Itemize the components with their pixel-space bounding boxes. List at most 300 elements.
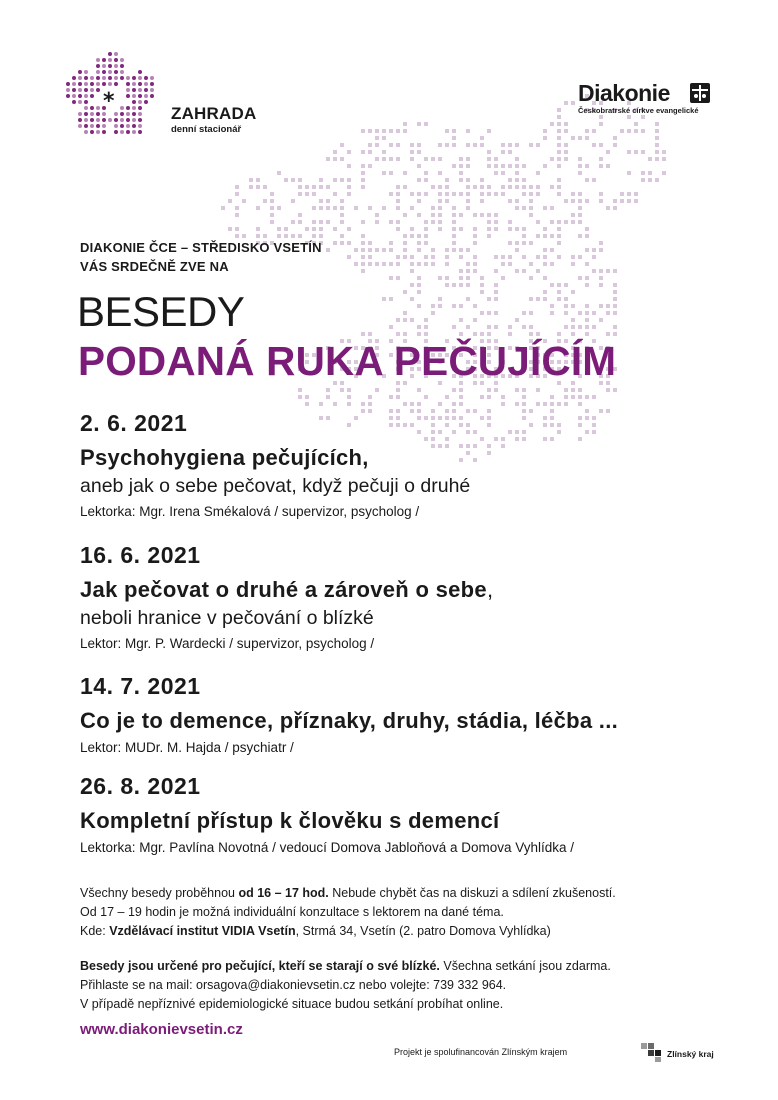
pattern-dot [235, 185, 239, 189]
pattern-dot [326, 395, 330, 399]
pattern-dot [452, 129, 456, 133]
pattern-dot [515, 227, 519, 231]
pattern-dot [347, 185, 351, 189]
pattern-dot [536, 297, 540, 301]
pattern-dot [417, 388, 421, 392]
pattern-dot [452, 206, 456, 210]
pattern-dot [438, 220, 442, 224]
pattern-dot [494, 255, 498, 259]
pattern-dot [564, 157, 568, 161]
logo-dot [66, 82, 70, 86]
logo-dot [102, 130, 106, 134]
logo-dot [84, 112, 88, 116]
pattern-dot [571, 262, 575, 266]
pattern-dot [620, 192, 624, 196]
info-line: V případě nepříznivé epidemiologické situace budou setkání probíhat online. [80, 997, 504, 1011]
pattern-dot [466, 164, 470, 168]
pattern-dot [368, 262, 372, 266]
pattern-dot [564, 395, 568, 399]
pattern-dot [487, 423, 491, 427]
logo-dot [144, 88, 148, 92]
pattern-dot [326, 157, 330, 161]
main-title: PODANÁ RUKA PEČUJÍCÍM [78, 338, 617, 384]
logo-dot [90, 106, 94, 110]
logo-dot [96, 112, 100, 116]
event-lecturer: Lektorka: Mgr. Irena Smékalová / supervizor, psycholog / [80, 504, 420, 519]
logo-dot [84, 88, 88, 92]
logo-dot [150, 94, 154, 98]
pattern-dot [585, 262, 589, 266]
logo-dot [84, 70, 88, 74]
pattern-dot [557, 255, 561, 259]
logo-dot [126, 82, 130, 86]
pattern-dot [620, 129, 624, 133]
info-line: Od 17 – 19 hodin je možná individuální konzultace s lektorem na dané téma. [80, 905, 504, 919]
pattern-dot [501, 164, 505, 168]
pattern-dot [550, 304, 554, 308]
pattern-dot [459, 276, 463, 280]
logo-dot [150, 88, 154, 92]
pattern-dot [606, 388, 610, 392]
pattern-dot [543, 164, 547, 168]
pattern-dot [592, 430, 596, 434]
pattern-dot [473, 332, 477, 336]
info-venue: Vzdělávací institut VIDIA Vsetín [109, 924, 296, 938]
pattern-dot [452, 164, 456, 168]
pattern-dot [368, 206, 372, 210]
pattern-dot [606, 304, 610, 308]
pattern-dot [361, 255, 365, 259]
logo-dot [132, 82, 136, 86]
pattern-dot [382, 150, 386, 154]
pattern-dot [557, 220, 561, 224]
pattern-dot [627, 199, 631, 203]
pattern-dot [347, 192, 351, 196]
pattern-dot [319, 220, 323, 224]
pattern-dot [431, 213, 435, 217]
pattern-dot [480, 437, 484, 441]
pattern-dot [417, 213, 421, 217]
pattern-dot [529, 423, 533, 427]
pattern-dot [529, 332, 533, 336]
pattern-dot [557, 283, 561, 287]
pattern-dot [641, 129, 645, 133]
pattern-dot [333, 157, 337, 161]
logo-dot [108, 76, 112, 80]
pattern-dot [417, 248, 421, 252]
pattern-dot [473, 409, 477, 413]
pattern-dot [298, 388, 302, 392]
pattern-dot [305, 395, 309, 399]
pattern-dot [375, 388, 379, 392]
pattern-dot [473, 143, 477, 147]
pattern-dot [494, 157, 498, 161]
pattern-dot [424, 157, 428, 161]
pattern-dot [522, 206, 526, 210]
pattern-dot [585, 129, 589, 133]
logo-dot [114, 124, 118, 128]
pattern-dot [613, 269, 617, 273]
pattern-dot [466, 283, 470, 287]
pattern-dot [585, 164, 589, 168]
pattern-dot [347, 150, 351, 154]
pattern-dot [620, 199, 624, 203]
pattern-dot [557, 122, 561, 126]
invite-line-1: DIAKONIE ČCE – STŘEDISKO VSETÍN [80, 240, 322, 255]
pattern-dot [396, 157, 400, 161]
pattern-dot [606, 269, 610, 273]
pattern-dot [564, 311, 568, 315]
pattern-dot [613, 388, 617, 392]
logo-dot [102, 70, 106, 74]
pattern-dot [508, 262, 512, 266]
pattern-dot [557, 108, 561, 112]
pattern-dot [459, 318, 463, 322]
pattern-dot [606, 206, 610, 210]
pattern-dot [256, 227, 260, 231]
pattern-dot [487, 129, 491, 133]
pattern-dot [312, 185, 316, 189]
pattern-dot [333, 150, 337, 154]
pattern-dot [529, 185, 533, 189]
pattern-dot [235, 213, 239, 217]
pattern-dot [452, 241, 456, 245]
pattern-dot [557, 136, 561, 140]
pattern-dot [578, 276, 582, 280]
pattern-dot [403, 185, 407, 189]
pattern-dot [599, 122, 603, 126]
pattern-dot [592, 248, 596, 252]
pattern-dot [578, 171, 582, 175]
pattern-dot [438, 213, 442, 217]
pattern-dot [396, 318, 400, 322]
pattern-dot [599, 164, 603, 168]
pattern-dot [480, 199, 484, 203]
pattern-dot [431, 248, 435, 252]
info-text: Všechny besedy proběhnou [80, 886, 239, 900]
logo-dot [78, 112, 82, 116]
pattern-dot [662, 150, 666, 154]
pattern-dot [613, 297, 617, 301]
logo-dot [132, 94, 136, 98]
pattern-dot [424, 325, 428, 329]
pattern-dot [522, 395, 526, 399]
pattern-dot [543, 136, 547, 140]
pattern-dot [529, 409, 533, 413]
logo-dot [150, 82, 154, 86]
pattern-dot [382, 297, 386, 301]
pattern-dot [368, 164, 372, 168]
pattern-dot [417, 178, 421, 182]
logo-dot [144, 100, 148, 104]
event-1 [80, 410, 470, 519]
pattern-dot [585, 227, 589, 231]
event-topic: Psychohygiena pečujících, [80, 445, 369, 470]
pattern-dot [529, 192, 533, 196]
pattern-dot [452, 213, 456, 217]
zlinsky-kraj-squares-icon [641, 1040, 665, 1062]
pattern-dot [487, 395, 491, 399]
logo-dot [96, 64, 100, 68]
pattern-dot [487, 451, 491, 455]
pattern-dot [431, 262, 435, 266]
pattern-dot [515, 164, 519, 168]
pattern-dot [417, 262, 421, 266]
pattern-dot [375, 213, 379, 217]
logo-dot [90, 112, 94, 116]
pattern-dot [249, 178, 253, 182]
pattern-dot [459, 164, 463, 168]
pattern-dot [522, 402, 526, 406]
pattern-dot [634, 199, 638, 203]
logo-dot [114, 118, 118, 122]
logo-dot [114, 70, 118, 74]
pattern-dot [340, 388, 344, 392]
pattern-dot [368, 248, 372, 252]
pattern-dot [571, 388, 575, 392]
pattern-dot [445, 262, 449, 266]
pattern-dot [578, 192, 582, 196]
pattern-dot [431, 311, 435, 315]
pattern-dot [305, 402, 309, 406]
pattern-dot [417, 276, 421, 280]
pattern-dot [648, 178, 652, 182]
website-link[interactable]: www.diakonievsetin.cz [80, 1021, 243, 1038]
pattern-dot [396, 143, 400, 147]
pattern-dot [543, 206, 547, 210]
pattern-dot [557, 185, 561, 189]
pattern-dot [445, 395, 449, 399]
pattern-dot [585, 199, 589, 203]
pattern-dot [543, 402, 547, 406]
pattern-dot [389, 325, 393, 329]
pattern-dot [536, 402, 540, 406]
pattern-dot [515, 430, 519, 434]
pattern-dot [634, 150, 638, 154]
pattern-dot [578, 311, 582, 315]
pattern-dot [641, 150, 645, 154]
pattern-dot [396, 395, 400, 399]
pattern-dot [613, 136, 617, 140]
pattern-dot [494, 290, 498, 294]
pattern-dot [459, 283, 463, 287]
pattern-dot [480, 143, 484, 147]
event-lecturer: Lektor: Mgr. P. Wardecki / supervizor, psycholog / [80, 636, 375, 651]
pattern-dot [368, 143, 372, 147]
pattern-dot [585, 332, 589, 336]
pattern-dot [466, 269, 470, 273]
pattern-dot [417, 402, 421, 406]
pattern-dot [480, 213, 484, 217]
logo-dot [90, 76, 94, 80]
event-date: 26. 8. 2021 [80, 773, 201, 799]
pattern-dot [571, 213, 575, 217]
pattern-dot [361, 129, 365, 133]
pattern-dot [592, 269, 596, 273]
pattern-dot [557, 192, 561, 196]
pattern-dot [319, 227, 323, 231]
pattern-dot [487, 409, 491, 413]
pattern-dot [452, 388, 456, 392]
pattern-dot [319, 185, 323, 189]
pattern-dot [564, 325, 568, 329]
pattern-dot [375, 262, 379, 266]
logo-dot [78, 70, 82, 74]
info-text: Všechna setkání jsou zdarma. [439, 959, 611, 973]
pattern-dot [550, 409, 554, 413]
pattern-dot [249, 185, 253, 189]
pattern-dot [466, 248, 470, 252]
pattern-dot [487, 185, 491, 189]
pattern-dot [459, 304, 463, 308]
logo-dot [132, 100, 136, 104]
logo-dot [114, 52, 118, 56]
pattern-dot [613, 325, 617, 329]
logo-dot [78, 124, 82, 128]
pattern-dot [459, 157, 463, 161]
pattern-dot [438, 297, 442, 301]
pattern-dot [424, 395, 428, 399]
pattern-dot [452, 227, 456, 231]
pattern-dot [438, 185, 442, 189]
pattern-dot [242, 199, 246, 203]
pattern-dot [466, 178, 470, 182]
pattern-dot [466, 157, 470, 161]
pattern-dot [473, 234, 477, 238]
pattern-dot [585, 178, 589, 182]
pattern-dot [550, 402, 554, 406]
pattern-dot [452, 248, 456, 252]
pattern-dot [571, 220, 575, 224]
pattern-dot [550, 423, 554, 427]
pattern-dot [452, 234, 456, 238]
pattern-dot [361, 332, 365, 336]
pattern-dot [270, 220, 274, 224]
pattern-dot [445, 276, 449, 280]
region-label: Zlínský kraj [667, 1049, 714, 1059]
pattern-dot [487, 416, 491, 420]
pattern-dot [228, 199, 232, 203]
pattern-dot [550, 437, 554, 441]
pattern-dot [410, 402, 414, 406]
logo-dot [90, 124, 94, 128]
pattern-dot [543, 416, 547, 420]
pattern-dot [347, 395, 351, 399]
pattern-dot [550, 262, 554, 266]
logo-dot [144, 82, 148, 86]
event-date: 14. 7. 2021 [80, 673, 201, 699]
logo-dot [102, 118, 106, 122]
pattern-dot [508, 227, 512, 231]
pattern-dot [382, 262, 386, 266]
logo-dot [120, 118, 124, 122]
pattern-dot [375, 129, 379, 133]
pattern-dot [326, 220, 330, 224]
pattern-dot [452, 220, 456, 224]
pattern-dot [382, 206, 386, 210]
pattern-dot [578, 416, 582, 420]
logo-dot [132, 130, 136, 134]
logo-dot [144, 94, 148, 98]
pattern-dot [599, 269, 603, 273]
pattern-dot [599, 304, 603, 308]
logo-dot [78, 100, 82, 104]
logo-dot [84, 130, 88, 134]
pattern-dot [606, 150, 610, 154]
pattern-dot [410, 143, 414, 147]
pattern-dot [529, 199, 533, 203]
logo-dot [138, 94, 142, 98]
pattern-dot [522, 437, 526, 441]
logo-dot [138, 88, 142, 92]
pattern-dot [487, 157, 491, 161]
pattern-dot [361, 220, 365, 224]
pattern-dot [550, 311, 554, 315]
pattern-dot [529, 311, 533, 315]
pattern-dot [396, 220, 400, 224]
pattern-dot [333, 192, 337, 196]
pattern-dot [655, 129, 659, 133]
pattern-dot [487, 332, 491, 336]
logo-dot [126, 112, 130, 116]
pattern-dot [480, 283, 484, 287]
pattern-dot [487, 192, 491, 196]
pattern-dot [452, 136, 456, 140]
pattern-dot [403, 213, 407, 217]
pattern-dot [627, 192, 631, 196]
invitation-text [80, 238, 322, 276]
pattern-dot [403, 402, 407, 406]
pattern-dot [473, 269, 477, 273]
logo-dot [120, 64, 124, 68]
pattern-dot [235, 227, 239, 231]
logo-dot [96, 88, 100, 92]
pattern-dot [396, 276, 400, 280]
pattern-dot [396, 192, 400, 196]
svg-text:*: * [103, 89, 115, 114]
pattern-dot [494, 269, 498, 273]
logo-dot [90, 94, 94, 98]
logo-dot [132, 76, 136, 80]
pattern-dot [445, 248, 449, 252]
logo-dot [132, 124, 136, 128]
pattern-dot [445, 143, 449, 147]
pattern-dot [564, 101, 568, 105]
pattern-dot [410, 227, 414, 231]
logo-dot [132, 106, 136, 110]
info-line [80, 884, 616, 903]
pattern-dot [326, 388, 330, 392]
pattern-dot [487, 444, 491, 448]
pattern-dot [389, 297, 393, 301]
pattern-dot [515, 248, 519, 252]
pattern-dot [431, 185, 435, 189]
pattern-dot [459, 255, 463, 259]
pattern-dot [501, 192, 505, 196]
pattern-dot [557, 115, 561, 119]
pattern-dot [564, 122, 568, 126]
pattern-dot [564, 402, 568, 406]
pattern-dot [578, 164, 582, 168]
pattern-dot [508, 241, 512, 245]
pattern-dot [361, 241, 365, 245]
pattern-dot [417, 332, 421, 336]
pattern-dot [543, 276, 547, 280]
pattern-dot [501, 444, 505, 448]
pattern-dot [417, 241, 421, 245]
pattern-dot [613, 199, 617, 203]
pattern-dot [403, 318, 407, 322]
